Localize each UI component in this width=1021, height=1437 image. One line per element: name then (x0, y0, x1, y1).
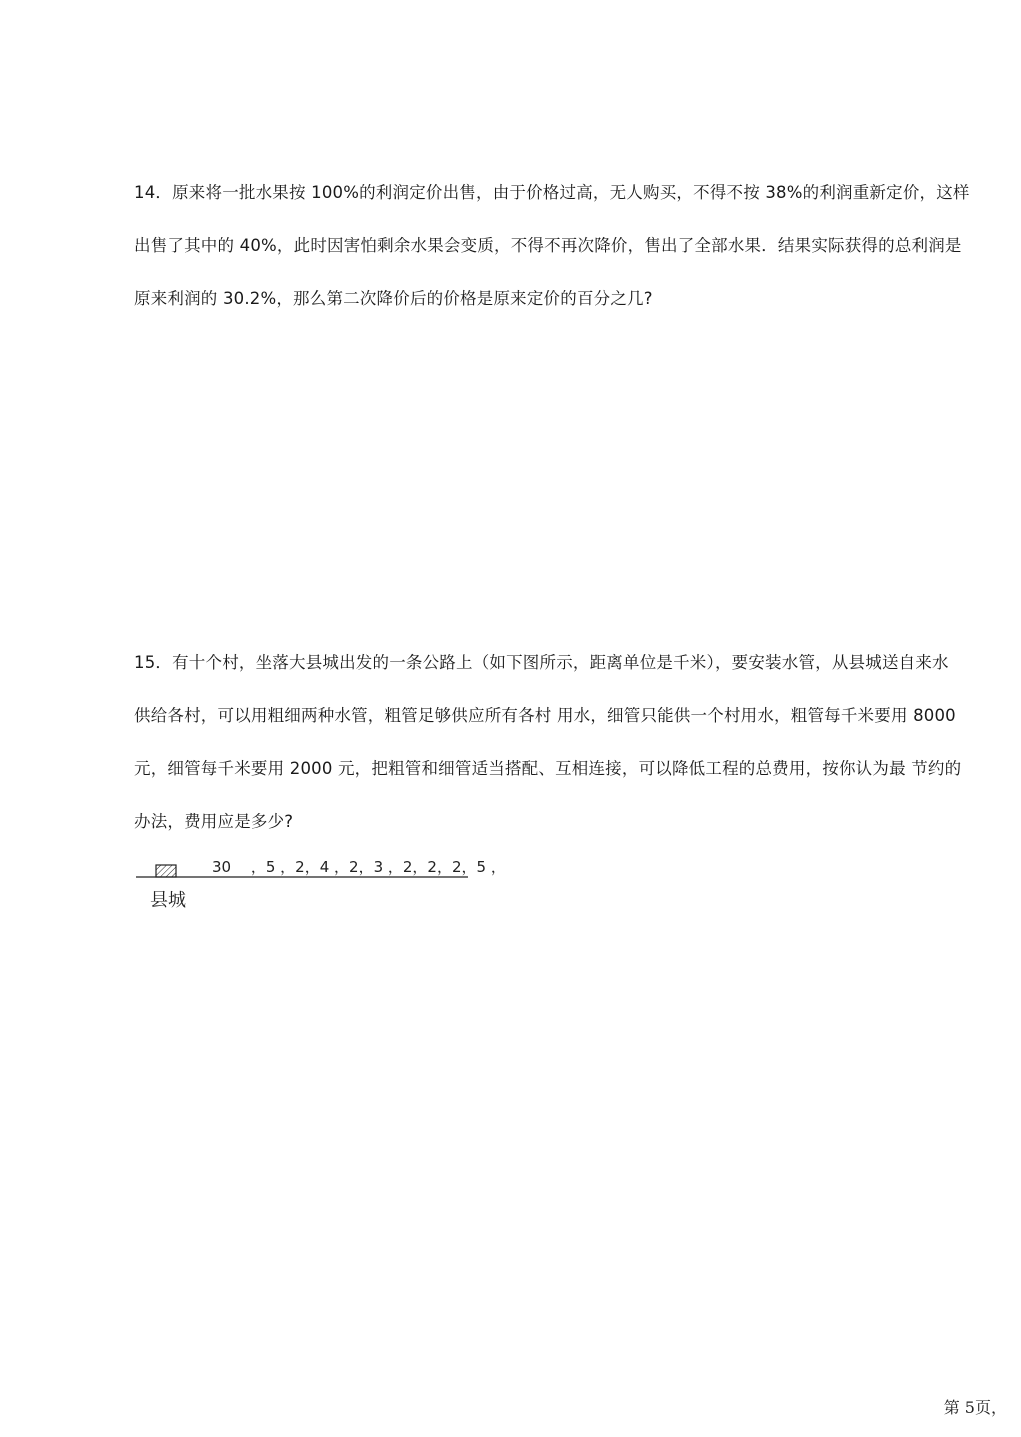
question-15-line-1: 15．有十个村，坐落大县城出发的一条公路上（如下图所示，距离单位是千米），要安装水管，从县城送自来水 (134, 653, 949, 672)
question-14-line-2: 出售了其中的 40%，此时因害怕剩余水果会变质，不得不再次降价，售出了全部水果．结果实际获得的总利润是 (134, 236, 962, 255)
question-15-line-2: 供给各村，可以用粗细两种水管，粗管足够供应所有各村 用水，细管只能供一个村用水，粗管每千米要用 8000 (134, 706, 956, 725)
town-icon (156, 865, 176, 877)
question-15-line-4: 办法，费用应是多少? (134, 812, 294, 831)
question-14-line-1: 14．原来将一批水果按 100%的利润定价出售，由于价格过高，无人购买，不得不按 38%的利润重新定价，这样 (134, 183, 970, 202)
question-15-line-3: 元，细管每千米要用 2000 元，把粗管和细管适当搭配、互相连接，可以降低工程的总费用，按你认为最 节约的 (134, 759, 962, 778)
question-14 (134, 166, 1000, 325)
road-distance-labels: 30 ，5 ，2，4 ，2，3 ，2，2，2，5 ， (212, 858, 506, 876)
road-diagram (134, 852, 506, 922)
page-number: 第 5页， (943, 1398, 1007, 1417)
question-15 (134, 636, 1000, 848)
town-label: 县城 (150, 890, 186, 911)
question-14-line-3: 原来利润的 30.2%，那么第二次降价后的价格是原来定价的百分之几? (134, 289, 653, 308)
